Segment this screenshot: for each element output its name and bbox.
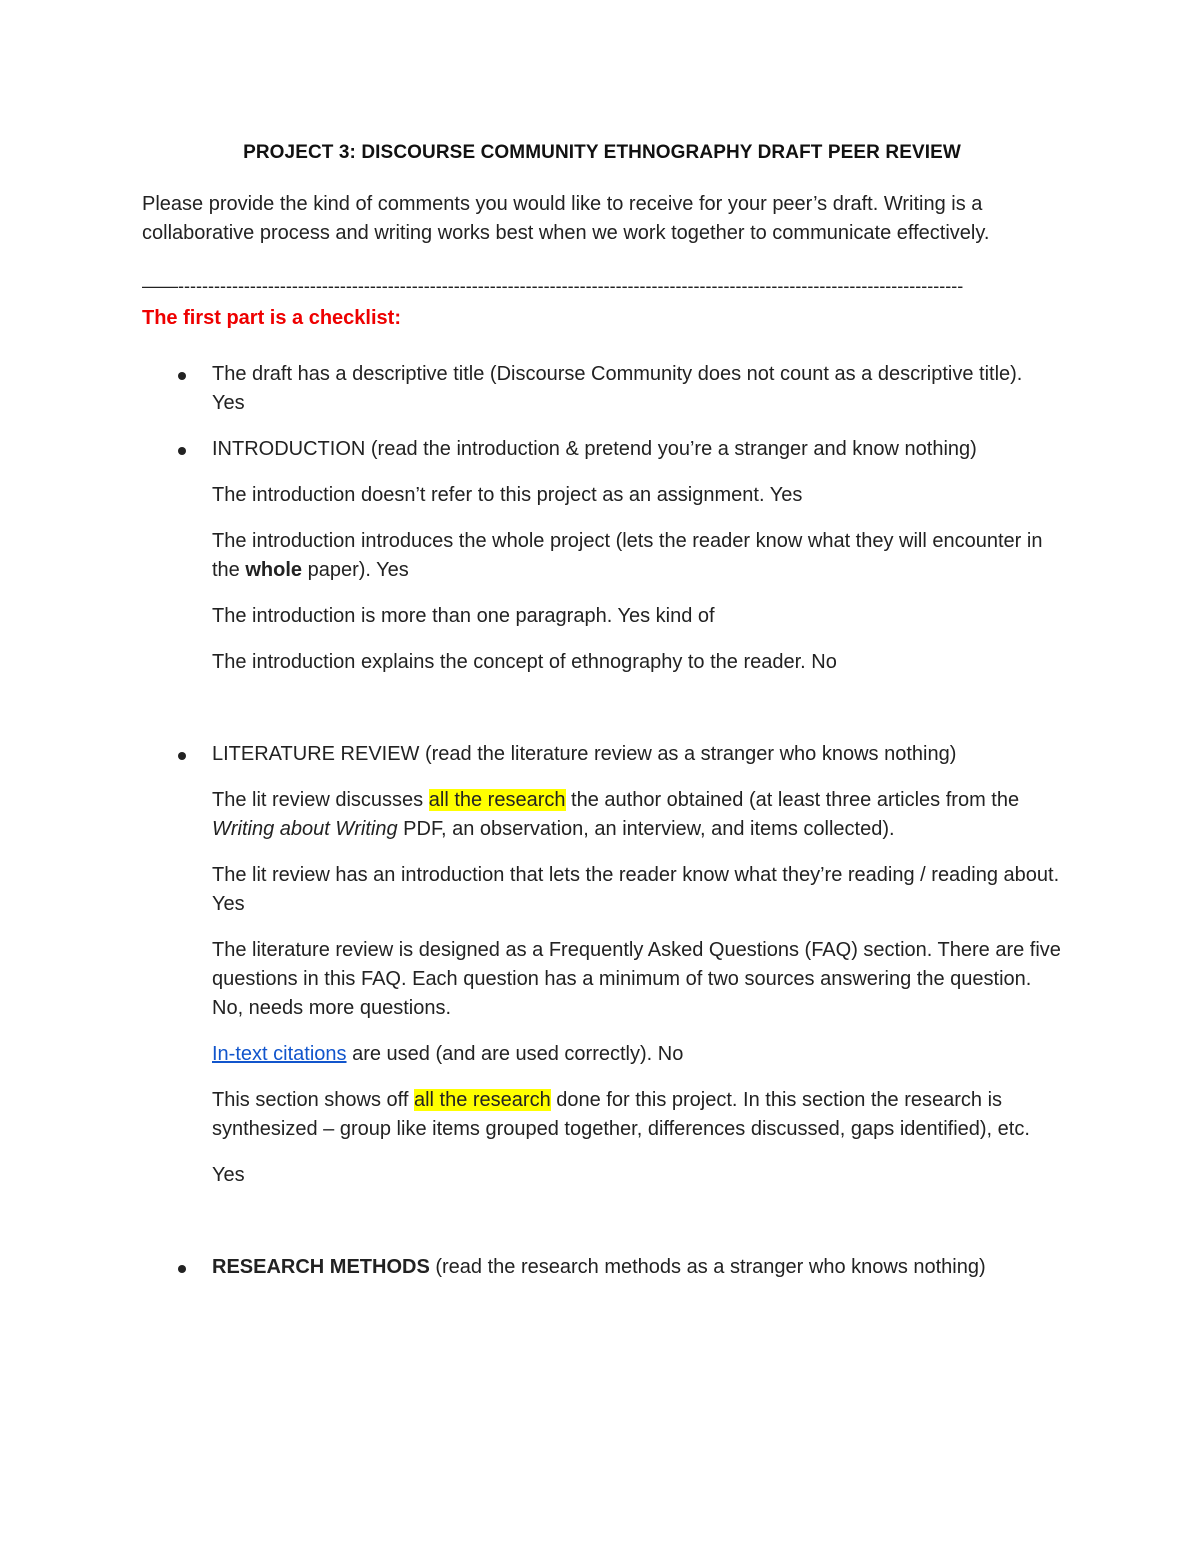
bullet-icon — [178, 752, 186, 760]
lit-review-item-citations: In-text citations are used (and are used correctly). No — [212, 1043, 684, 1065]
intro-paragraph: Please provide the kind of comments you would like to receive for your peer’s draft. Writing is a collaborative process and writing works best when we work together to communicate effectively. — [142, 193, 990, 244]
italic-title: Writing about Writing — [212, 818, 398, 840]
lit-review-item-synthesis: This section shows off all the research done for this project. In this section the research is synthesized – group like items grouped together, differences discussed, gaps identified), etc. — [212, 1089, 1030, 1140]
literature-review-heading: LITERATURE REVIEW (read the literature review as a stranger who knows nothing) — [212, 743, 957, 765]
in-text-citations-link[interactable]: In-text citations — [212, 1043, 347, 1065]
highlighted-text: all the research — [428, 789, 566, 811]
lit-review-item-faq: The literature review is designed as a Frequently Asked Questions (FAQ) section. There are five questions in this FAQ. Each question has a minimum of two sources answering the question. No, needs more questions. — [212, 939, 1061, 1019]
title-item-text: The draft has a descriptive title (Discourse Community does not count as a descriptive title). — [212, 363, 1023, 385]
bullet-icon — [178, 1265, 186, 1273]
introduction-item-ethnography: The introduction explains the concept of ethnography to the reader. No — [212, 651, 837, 673]
highlighted-text: all the research — [413, 1089, 551, 1111]
bold-whole: whole — [245, 559, 303, 581]
document-page — [142, 138, 1062, 1282]
page-title: PROJECT 3: DISCOURSE COMMUNITY ETHNOGRAPHY DRAFT PEER REVIEW — [243, 142, 961, 163]
introduction-item-whole-project: The introduction introduces the whole project (lets the reader know what they will encounter in the whole paper). Yes — [212, 530, 1043, 581]
checklist-item-title — [142, 360, 1062, 418]
section-literature-review — [142, 740, 1062, 1190]
bullet-icon — [178, 447, 186, 455]
introduction-item-assignment: The introduction doesn’t refer to this project as an assignment. Yes — [212, 484, 803, 506]
section-research-methods — [142, 1253, 1062, 1282]
research-methods-heading: RESEARCH METHODS (read the research methods as a stranger who knows nothing) — [212, 1256, 986, 1278]
introduction-heading: INTRODUCTION (read the introduction & pretend you’re a stranger and know nothing) — [212, 438, 977, 460]
lit-review-item-research: The lit review discusses all the research the author obtained (at least three articles from the Writing about Writing PDF, an observation, an interview, and items collected). — [212, 789, 1020, 840]
lit-review-item-answer: Yes — [212, 1164, 245, 1186]
introduction-item-paragraph: The introduction is more than one paragraph. Yes kind of — [212, 605, 715, 627]
title-item-answer: Yes — [212, 392, 245, 414]
checklist-heading: The first part is a checklist: — [142, 307, 401, 329]
bullet-icon — [178, 372, 186, 380]
lit-review-item-introduction: The lit review has an introduction that lets the reader know what they’re reading / reading about. Yes — [212, 864, 1060, 915]
section-introduction — [142, 435, 1062, 677]
divider-line: ——----------------------------------------------------------------------------------------------------------------------------------- — [142, 276, 964, 296]
